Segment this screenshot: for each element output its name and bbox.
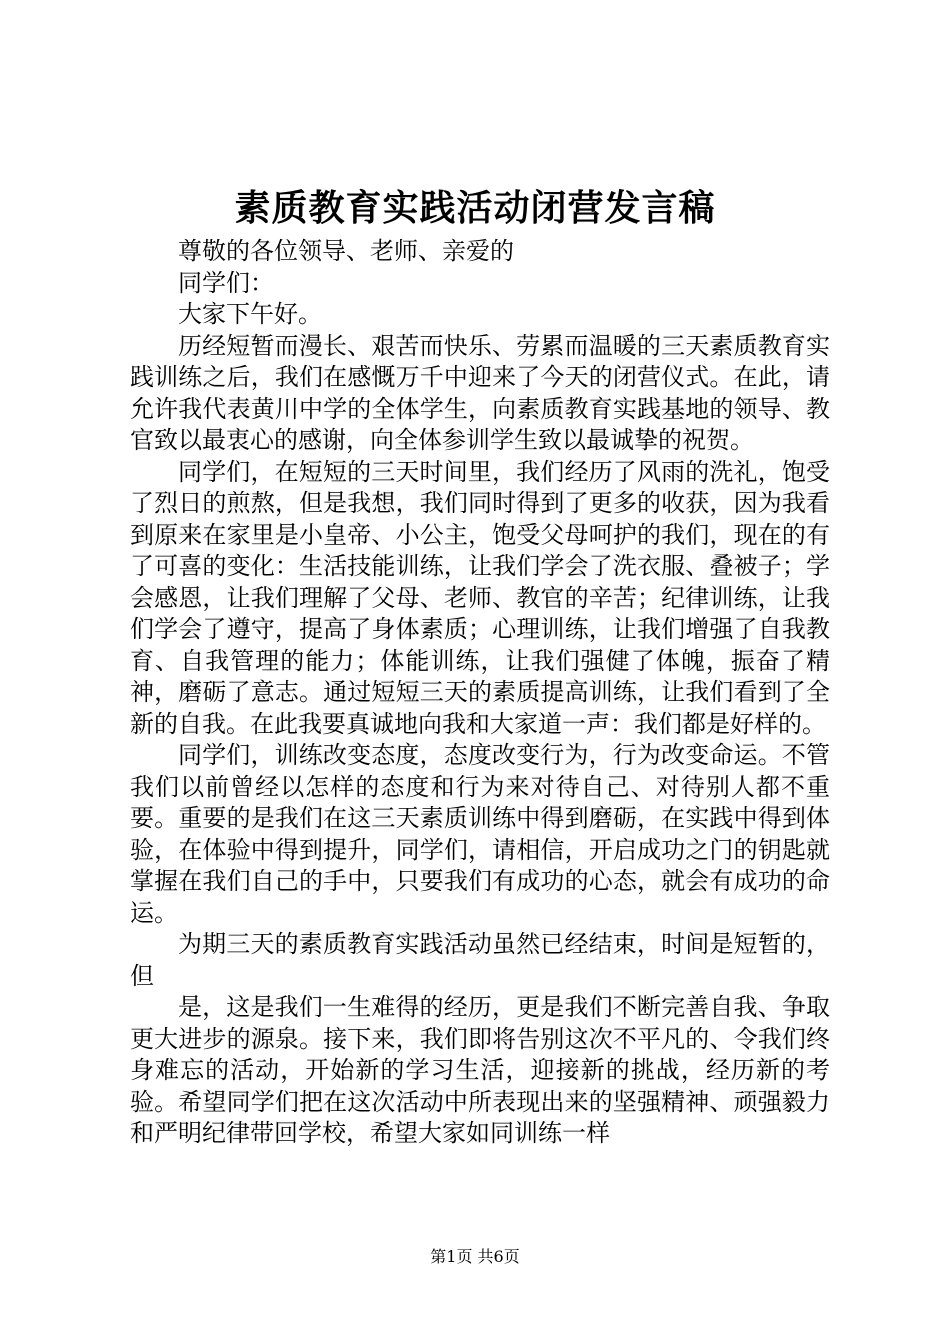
paragraph-5: 是，这是我们一生难得的经历，更是我们不断完善自我、争取更大进步的源泉。接下来，我们即将告别这次不平凡的、令我们终身难忘的活动，开始新的学习生活，迎接新的挑战，经历新的考验。希望同学们把在这次活动中所表现出来的坚强精神、顽强毅力和严明纪律带回学校，希望大家如同训练一样 [130, 993, 830, 1147]
document-body [130, 236, 830, 1150]
paragraph-greeting: 大家下午好。 [178, 300, 322, 328]
paragraph-1: 历经短暂而漫长、艰苦而快乐、劳累而温暖的三天素质教育实践训练之后，我们在感慨万千中迎来了今天的闭营仪式。在此，请允许我代表黄川中学的全体学生，向素质教育实践基地的领导、教官致以最衷心的感谢，向全体参训学生致以最诚挚的祝贺。 [130, 331, 830, 454]
paragraph-4: 为期三天的素质教育实践活动虽然已经结束，时间是短暂的，但 [130, 930, 830, 990]
paragraph-salutation-1: 尊敬的各位领导、老师、亲爱的 [178, 237, 514, 265]
document-title: 素质教育实践活动闭营发言稿 [234, 187, 716, 229]
paragraph-3: 同学们，训练改变态度，态度改变行为，行为改变命运。不管我们以前曾经以怎样的态度和行为来对待自己、对待别人都不重要。重要的是我们在这三天素质训练中得到磨砺，在实践中得到体验，在体验中得到提升，同学们，请相信，开启成功之门的钥匙就掌握在我们自己的手中，只要我们有成功的心态，就会有成功的命运。 [130, 741, 830, 927]
paragraph-salutation-2: 同学们： [178, 268, 274, 297]
page-footer: 第1页 共6页 [430, 1247, 520, 1266]
paragraph-2: 同学们，在短短的三天时间里，我们经历了风雨的洗礼，饱受了烈日的煎熬，但是我想，我们同时得到了更多的收获，因为我看到原来在家里是小皇帝、小公主，饱受父母呵护的我们，现在的有了可喜的变化：生活技能训练，让我们学会了洗衣服、叠被子；学会感恩，让我们理解了父母、老师、教官的辛苦；纪律训练，让我们学会了遵守，提高了身体素质；心理训练，让我们增强了自我教育、自我管理的能力；体能训练，让我们强健了体魄，振奋了精神，磨砺了意志。通过短短三天的素质提高训练，让我们看到了全新的自我。在此我要真诚地向我和大家道一声：我们都是好样的。 [130, 457, 830, 738]
